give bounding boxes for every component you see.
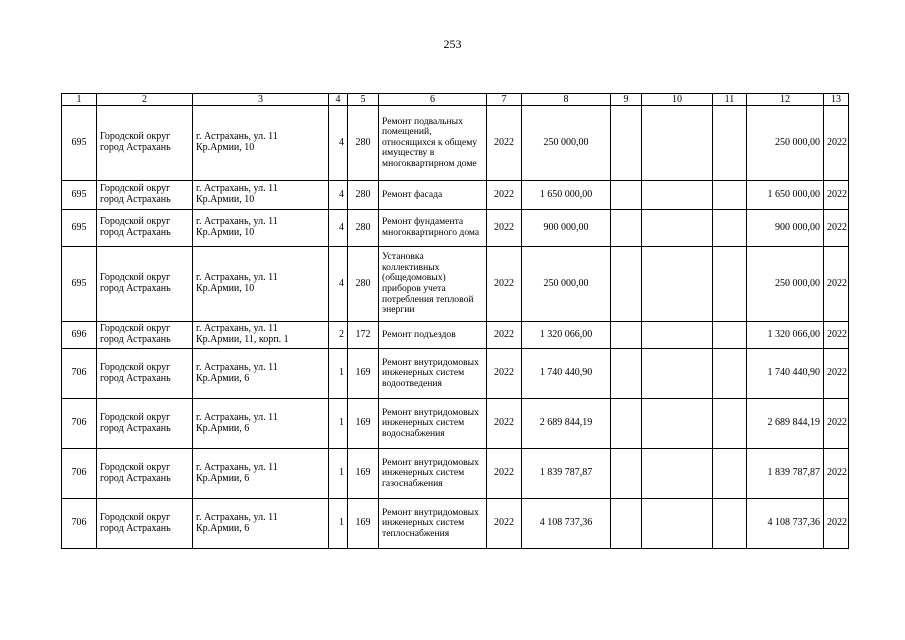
table-row: [62, 399, 849, 449]
cell-col13: 2022: [824, 181, 849, 210]
column-header: 7: [487, 94, 522, 106]
table-row: [62, 449, 849, 499]
cell-col9: [611, 499, 642, 549]
cell-year: 2022: [487, 106, 522, 181]
cell-municipality: Городской округ город Астрахань: [97, 247, 193, 322]
column-header: 10: [642, 94, 713, 106]
column-header: 13: [824, 94, 849, 106]
cell-address: г. Астрахань, ул. 11 Кр.Армии, 6: [193, 449, 329, 499]
cell-col9: [611, 181, 642, 210]
cell-work-type: Ремонт внутридомовых инженерных систем газоснабжения: [379, 449, 487, 499]
cell-col10: [642, 247, 713, 322]
cell-municipality: Городской округ город Астрахань: [97, 349, 193, 399]
column-number-row: [62, 94, 849, 106]
table-row: [62, 181, 849, 210]
cell-work-type: Ремонт внутридомовых инженерных систем водоснабжения: [379, 399, 487, 449]
cell-col13: 2022: [824, 210, 849, 247]
cell-col11: [713, 499, 747, 549]
cell-year: 2022: [487, 349, 522, 399]
page-number: 253: [443, 37, 462, 51]
cell-col12: 250 000,00: [747, 247, 824, 322]
cell-cost: 250 000,00: [522, 106, 611, 181]
cell-col12: 1 740 440,90: [747, 349, 824, 399]
cell-col11: [713, 181, 747, 210]
cell-cost: 900 000,00: [522, 210, 611, 247]
cell-col5: 169: [348, 399, 379, 449]
cell-address: г. Астрахань, ул. 11 Кр.Армии, 10: [193, 106, 329, 181]
cell-col12: 900 000,00: [747, 210, 824, 247]
cell-col10: [642, 106, 713, 181]
cell-col12: 1 650 000,00: [747, 181, 824, 210]
cell-municipality: Городской округ город Астрахань: [97, 210, 193, 247]
column-header: 4: [329, 94, 348, 106]
cell-work-type: Ремонт внутридомовых инженерных систем теплоснабжения: [379, 499, 487, 549]
cell-col12: 2 689 844,19: [747, 399, 824, 449]
cell-house-id: 706: [62, 399, 97, 449]
cell-col9: [611, 349, 642, 399]
cell-col5: 280: [348, 181, 379, 210]
cell-col13: 2022: [824, 399, 849, 449]
cell-col13: 2022: [824, 449, 849, 499]
cell-col12: 250 000,00: [747, 106, 824, 181]
cell-col5: 169: [348, 499, 379, 549]
cell-work-type: Ремонт подвальных помещений, относящихся к общему имуществу в многоквартирном доме: [379, 106, 487, 181]
cell-col4: 2: [329, 322, 348, 349]
cell-year: 2022: [487, 247, 522, 322]
cell-col9: [611, 106, 642, 181]
cell-col10: [642, 499, 713, 549]
cell-col11: [713, 247, 747, 322]
cell-municipality: Городской округ город Астрахань: [97, 322, 193, 349]
table-row: [62, 349, 849, 399]
cell-col11: [713, 106, 747, 181]
cell-house-id: 706: [62, 499, 97, 549]
cell-col11: [713, 210, 747, 247]
cell-municipality: Городской округ город Астрахань: [97, 181, 193, 210]
cell-address: г. Астрахань, ул. 11 Кр.Армии, 10: [193, 247, 329, 322]
cell-col11: [713, 399, 747, 449]
cell-work-type: Ремонт фасада: [379, 181, 487, 210]
cell-col11: [713, 349, 747, 399]
cell-col9: [611, 399, 642, 449]
cell-col5: 280: [348, 210, 379, 247]
cell-address: г. Астрахань, ул. 11 Кр.Армии, 10: [193, 210, 329, 247]
column-header: 11: [713, 94, 747, 106]
cell-col10: [642, 349, 713, 399]
cell-col12: 1 839 787,87: [747, 449, 824, 499]
cell-address: г. Астрахань, ул. 11 Кр.Армии, 6: [193, 499, 329, 549]
column-header: 12: [747, 94, 824, 106]
cell-col9: [611, 247, 642, 322]
cell-col10: [642, 449, 713, 499]
cell-house-id: 695: [62, 247, 97, 322]
cell-work-type: Ремонт подъездов: [379, 322, 487, 349]
cell-col11: [713, 449, 747, 499]
cell-col13: 2022: [824, 349, 849, 399]
cell-col11: [713, 322, 747, 349]
cell-address: г. Астрахань, ул. 11 Кр.Армии, 11, корп. 1: [193, 322, 329, 349]
cell-col9: [611, 210, 642, 247]
cell-municipality: Городской округ город Астрахань: [97, 449, 193, 499]
cell-col4: 4: [329, 106, 348, 181]
cell-address: г. Астрахань, ул. 11 Кр.Армии, 6: [193, 349, 329, 399]
cell-cost: 4 108 737,36: [522, 499, 611, 549]
cell-col5: 172: [348, 322, 379, 349]
cell-cost: 250 000,00: [522, 247, 611, 322]
cell-cost: 2 689 844,19: [522, 399, 611, 449]
cell-year: 2022: [487, 210, 522, 247]
cell-col5: 280: [348, 106, 379, 181]
cell-municipality: Городской округ город Астрахань: [97, 499, 193, 549]
column-header: 5: [348, 94, 379, 106]
cell-col10: [642, 322, 713, 349]
cell-col9: [611, 449, 642, 499]
cell-year: 2022: [487, 322, 522, 349]
cell-col13: 2022: [824, 247, 849, 322]
cell-col10: [642, 181, 713, 210]
cell-col13: 2022: [824, 106, 849, 181]
cell-col4: 1: [329, 349, 348, 399]
cell-house-id: 695: [62, 181, 97, 210]
column-header: 6: [379, 94, 487, 106]
cell-house-id: 695: [62, 106, 97, 181]
cell-year: 2022: [487, 499, 522, 549]
cell-year: 2022: [487, 449, 522, 499]
cell-col4: 1: [329, 499, 348, 549]
column-header: 3: [193, 94, 329, 106]
cell-col13: 2022: [824, 499, 849, 549]
cell-year: 2022: [487, 181, 522, 210]
cell-col5: 280: [348, 247, 379, 322]
column-header: 8: [522, 94, 611, 106]
cell-house-id: 695: [62, 210, 97, 247]
cell-col10: [642, 210, 713, 247]
cell-house-id: 706: [62, 449, 97, 499]
cell-cost: 1 740 440,90: [522, 349, 611, 399]
column-header: 2: [97, 94, 193, 106]
capital-repair-table: [61, 93, 849, 549]
cell-col13: 2022: [824, 322, 849, 349]
cell-address: г. Астрахань, ул. 11 Кр.Армии, 10: [193, 181, 329, 210]
cell-col4: 4: [329, 210, 348, 247]
cell-municipality: Городской округ город Астрахань: [97, 399, 193, 449]
cell-col5: 169: [348, 449, 379, 499]
cell-year: 2022: [487, 399, 522, 449]
cell-cost: 1 839 787,87: [522, 449, 611, 499]
cell-col4: 4: [329, 247, 348, 322]
cell-col4: 1: [329, 449, 348, 499]
cell-work-type: Ремонт внутридомовых инженерных систем водоотведения: [379, 349, 487, 399]
table-row: [62, 499, 849, 549]
cell-col9: [611, 322, 642, 349]
cell-col5: 169: [348, 349, 379, 399]
cell-house-id: 706: [62, 349, 97, 399]
column-header: 1: [62, 94, 97, 106]
cell-col12: 1 320 066,00: [747, 322, 824, 349]
cell-col12: 4 108 737,36: [747, 499, 824, 549]
cell-col10: [642, 399, 713, 449]
cell-col4: 4: [329, 181, 348, 210]
cell-address: г. Астрахань, ул. 11 Кр.Армии, 6: [193, 399, 329, 449]
table-row: [62, 322, 849, 349]
table-row: [62, 106, 849, 181]
cell-house-id: 696: [62, 322, 97, 349]
cell-cost: 1 320 066,00: [522, 322, 611, 349]
cell-cost: 1 650 000,00: [522, 181, 611, 210]
table-row: [62, 210, 849, 247]
column-header: 9: [611, 94, 642, 106]
table-row: [62, 247, 849, 322]
cell-municipality: Городской округ город Астрахань: [97, 106, 193, 181]
cell-col4: 1: [329, 399, 348, 449]
cell-work-type: Установка коллективных (общедомовых) приборов учета потребления тепловой энергии: [379, 247, 487, 322]
cell-work-type: Ремонт фундамента многоквартирного дома: [379, 210, 487, 247]
